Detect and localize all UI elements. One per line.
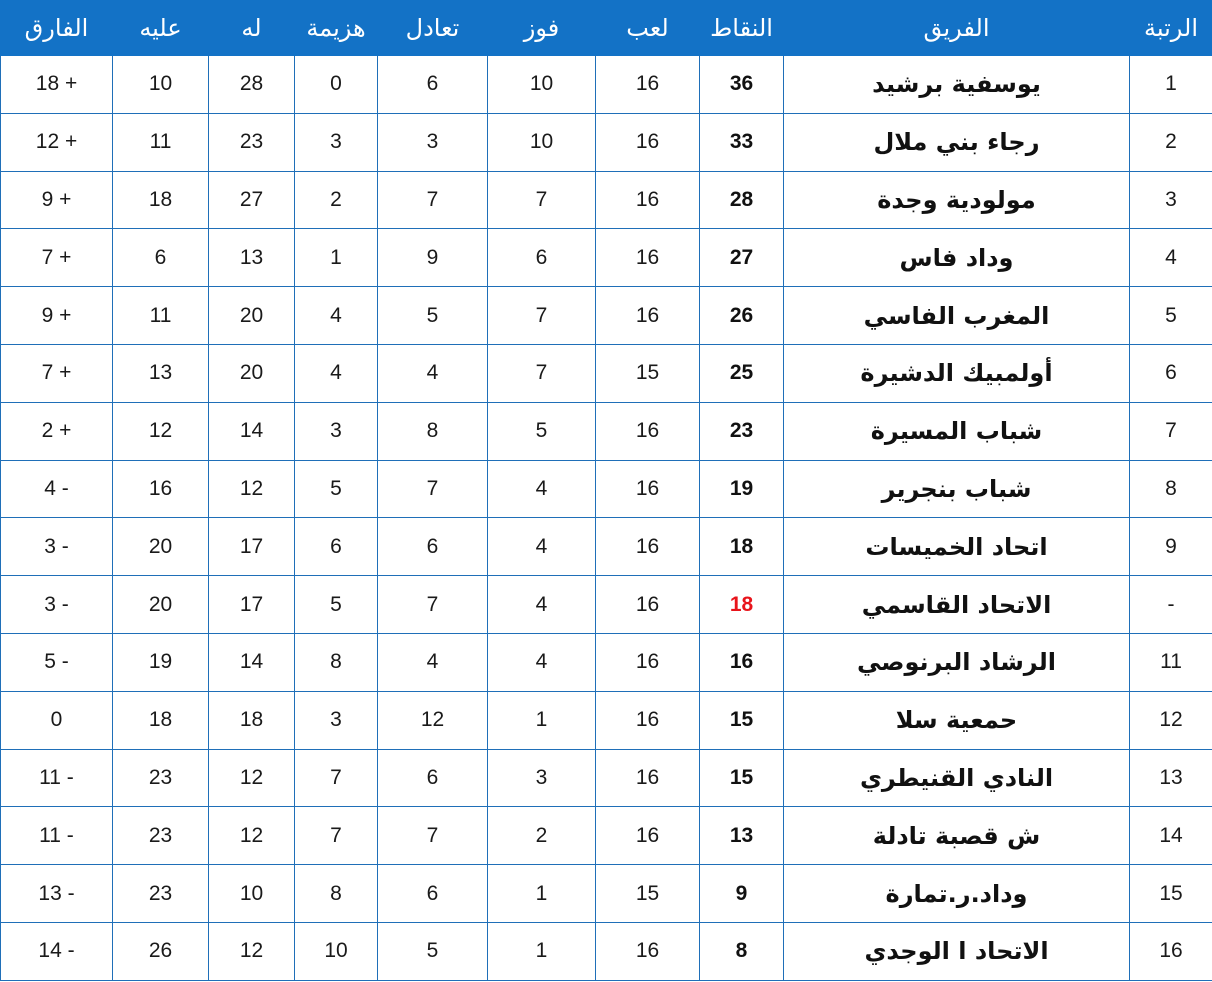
- won-cell: 7: [488, 344, 596, 402]
- header-goals-for: له: [209, 1, 295, 56]
- drawn-cell: 8: [378, 402, 488, 460]
- goal-difference-cell: 3 -: [1, 518, 113, 576]
- goals-for-cell: 20: [209, 287, 295, 345]
- header-lost: هزيمة: [295, 1, 378, 56]
- goal-difference-cell: 13 -: [1, 865, 113, 923]
- goals-against-cell: 20: [113, 576, 209, 634]
- played-cell: 16: [596, 56, 700, 114]
- drawn-cell: 4: [378, 344, 488, 402]
- table-row: [1, 922, 1212, 980]
- points-cell: 28: [700, 171, 784, 229]
- team-name-cell: يوسفية برشيد: [784, 56, 1130, 114]
- goal-difference-cell: 4 -: [1, 460, 113, 518]
- won-cell: 1: [488, 865, 596, 923]
- rank-cell: 14: [1130, 807, 1212, 865]
- played-cell: 16: [596, 691, 700, 749]
- played-cell: 16: [596, 287, 700, 345]
- goals-against-cell: 18: [113, 171, 209, 229]
- goal-difference-cell: 11 -: [1, 749, 113, 807]
- header-goal-difference: الفارق: [1, 1, 113, 56]
- header-drawn: تعادل: [378, 1, 488, 56]
- drawn-cell: 7: [378, 460, 488, 518]
- rank-cell: 2: [1130, 113, 1212, 171]
- goals-for-cell: 12: [209, 460, 295, 518]
- played-cell: 15: [596, 865, 700, 923]
- points-cell: 16: [700, 633, 784, 691]
- table-row: [1, 344, 1212, 402]
- header-row: [1, 1, 1212, 56]
- team-name-cell: النادي القنيطري: [784, 749, 1130, 807]
- lost-cell: 7: [295, 807, 378, 865]
- played-cell: 16: [596, 229, 700, 287]
- goals-for-cell: 10: [209, 865, 295, 923]
- rank-cell: 1: [1130, 56, 1212, 114]
- won-cell: 4: [488, 518, 596, 576]
- table-row: [1, 171, 1212, 229]
- played-cell: 16: [596, 576, 700, 634]
- goal-difference-cell: 7 +: [1, 344, 113, 402]
- rank-cell: 12: [1130, 691, 1212, 749]
- drawn-cell: 6: [378, 56, 488, 114]
- header-goals-against: عليه: [113, 1, 209, 56]
- goal-difference-cell: 11 -: [1, 807, 113, 865]
- rank-cell: -: [1130, 576, 1212, 634]
- points-cell: 15: [700, 691, 784, 749]
- drawn-cell: 6: [378, 749, 488, 807]
- goal-difference-cell: 18 +: [1, 56, 113, 114]
- header-points: النقاط: [700, 1, 784, 56]
- lost-cell: 0: [295, 56, 378, 114]
- goals-for-cell: 17: [209, 576, 295, 634]
- goal-difference-cell: 3 -: [1, 576, 113, 634]
- goals-for-cell: 28: [209, 56, 295, 114]
- lost-cell: 10: [295, 922, 378, 980]
- goal-difference-cell: 2 +: [1, 402, 113, 460]
- rank-cell: 13: [1130, 749, 1212, 807]
- rank-cell: 11: [1130, 633, 1212, 691]
- goals-against-cell: 16: [113, 460, 209, 518]
- played-cell: 16: [596, 402, 700, 460]
- rank-cell: 15: [1130, 865, 1212, 923]
- table-row: [1, 807, 1212, 865]
- goals-against-cell: 10: [113, 56, 209, 114]
- goals-for-cell: 18: [209, 691, 295, 749]
- team-name-cell: الاتحاد ا الوجدي: [784, 922, 1130, 980]
- table-row: [1, 749, 1212, 807]
- lost-cell: 4: [295, 344, 378, 402]
- goals-for-cell: 12: [209, 749, 295, 807]
- goals-against-cell: 11: [113, 113, 209, 171]
- drawn-cell: 12: [378, 691, 488, 749]
- header-rank: الرتبة: [1130, 1, 1212, 56]
- played-cell: 16: [596, 460, 700, 518]
- rank-cell: 5: [1130, 287, 1212, 345]
- lost-cell: 7: [295, 749, 378, 807]
- team-name-cell: رجاء بني ملال: [784, 113, 1130, 171]
- goals-against-cell: 13: [113, 344, 209, 402]
- goal-difference-cell: 9 +: [1, 287, 113, 345]
- goals-for-cell: 17: [209, 518, 295, 576]
- drawn-cell: 7: [378, 807, 488, 865]
- table-row: [1, 56, 1212, 114]
- team-name-cell: الرشاد البرنوصي: [784, 633, 1130, 691]
- lost-cell: 8: [295, 633, 378, 691]
- goals-against-cell: 26: [113, 922, 209, 980]
- points-cell: 18: [700, 576, 784, 634]
- won-cell: 4: [488, 576, 596, 634]
- points-cell: 9: [700, 865, 784, 923]
- table-row: [1, 518, 1212, 576]
- lost-cell: 3: [295, 113, 378, 171]
- rank-cell: 4: [1130, 229, 1212, 287]
- won-cell: 7: [488, 171, 596, 229]
- points-cell: 8: [700, 922, 784, 980]
- team-name-cell: وداد.ر.تمارة: [784, 865, 1130, 923]
- goals-against-cell: 6: [113, 229, 209, 287]
- lost-cell: 6: [295, 518, 378, 576]
- lost-cell: 4: [295, 287, 378, 345]
- team-name-cell: وداد فاس: [784, 229, 1130, 287]
- drawn-cell: 5: [378, 287, 488, 345]
- won-cell: 2: [488, 807, 596, 865]
- lost-cell: 1: [295, 229, 378, 287]
- won-cell: 3: [488, 749, 596, 807]
- played-cell: 16: [596, 113, 700, 171]
- rank-cell: 3: [1130, 171, 1212, 229]
- won-cell: 4: [488, 633, 596, 691]
- played-cell: 16: [596, 807, 700, 865]
- table-row: [1, 113, 1212, 171]
- goals-against-cell: 12: [113, 402, 209, 460]
- drawn-cell: 4: [378, 633, 488, 691]
- played-cell: 15: [596, 344, 700, 402]
- points-cell: 15: [700, 749, 784, 807]
- lost-cell: 8: [295, 865, 378, 923]
- goals-against-cell: 11: [113, 287, 209, 345]
- goals-for-cell: 12: [209, 922, 295, 980]
- drawn-cell: 3: [378, 113, 488, 171]
- points-cell: 25: [700, 344, 784, 402]
- rank-cell: 16: [1130, 922, 1212, 980]
- goals-for-cell: 12: [209, 807, 295, 865]
- table-row: [1, 402, 1212, 460]
- header-won: فوز: [488, 1, 596, 56]
- won-cell: 10: [488, 113, 596, 171]
- points-cell: 19: [700, 460, 784, 518]
- goal-difference-cell: 9 +: [1, 171, 113, 229]
- goal-difference-cell: 14 -: [1, 922, 113, 980]
- table-row: [1, 287, 1212, 345]
- drawn-cell: 6: [378, 865, 488, 923]
- points-cell: 23: [700, 402, 784, 460]
- played-cell: 16: [596, 749, 700, 807]
- drawn-cell: 7: [378, 576, 488, 634]
- points-cell: 33: [700, 113, 784, 171]
- points-cell: 36: [700, 56, 784, 114]
- played-cell: 16: [596, 171, 700, 229]
- drawn-cell: 7: [378, 171, 488, 229]
- standings-body: [1, 56, 1212, 981]
- goal-difference-cell: 5 -: [1, 633, 113, 691]
- team-name-cell: الاتحاد القاسمي: [784, 576, 1130, 634]
- goals-for-cell: 13: [209, 229, 295, 287]
- won-cell: 5: [488, 402, 596, 460]
- team-name-cell: المغرب الفاسي: [784, 287, 1130, 345]
- played-cell: 16: [596, 633, 700, 691]
- won-cell: 1: [488, 922, 596, 980]
- team-name-cell: مولودية وجدة: [784, 171, 1130, 229]
- rank-cell: 7: [1130, 402, 1212, 460]
- goals-against-cell: 18: [113, 691, 209, 749]
- team-name-cell: أولمبيك الدشيرة: [784, 344, 1130, 402]
- goal-difference-cell: 0: [1, 691, 113, 749]
- team-name-cell: شباب المسيرة: [784, 402, 1130, 460]
- points-cell: 13: [700, 807, 784, 865]
- lost-cell: 5: [295, 576, 378, 634]
- goals-for-cell: 23: [209, 113, 295, 171]
- rank-cell: 9: [1130, 518, 1212, 576]
- points-cell: 18: [700, 518, 784, 576]
- team-name-cell: شباب بنجرير: [784, 460, 1130, 518]
- won-cell: 1: [488, 691, 596, 749]
- goals-against-cell: 23: [113, 749, 209, 807]
- lost-cell: 5: [295, 460, 378, 518]
- goals-for-cell: 14: [209, 633, 295, 691]
- team-name-cell: اتحاد الخميسات: [784, 518, 1130, 576]
- header-team: الفريق: [784, 1, 1130, 56]
- points-cell: 26: [700, 287, 784, 345]
- table-row: [1, 633, 1212, 691]
- table-row: [1, 865, 1212, 923]
- table-row: [1, 460, 1212, 518]
- won-cell: 6: [488, 229, 596, 287]
- goal-difference-cell: 7 +: [1, 229, 113, 287]
- goals-against-cell: 19: [113, 633, 209, 691]
- lost-cell: 3: [295, 691, 378, 749]
- drawn-cell: 9: [378, 229, 488, 287]
- goal-difference-cell: 12 +: [1, 113, 113, 171]
- table-row: [1, 576, 1212, 634]
- goals-against-cell: 20: [113, 518, 209, 576]
- rank-cell: 8: [1130, 460, 1212, 518]
- lost-cell: 3: [295, 402, 378, 460]
- table-row: [1, 229, 1212, 287]
- won-cell: 4: [488, 460, 596, 518]
- won-cell: 10: [488, 56, 596, 114]
- team-name-cell: ش قصبة تادلة: [784, 807, 1130, 865]
- won-cell: 7: [488, 287, 596, 345]
- goals-for-cell: 27: [209, 171, 295, 229]
- drawn-cell: 5: [378, 922, 488, 980]
- rank-cell: 6: [1130, 344, 1212, 402]
- played-cell: 16: [596, 922, 700, 980]
- lost-cell: 2: [295, 171, 378, 229]
- table-row: [1, 691, 1212, 749]
- goals-for-cell: 14: [209, 402, 295, 460]
- drawn-cell: 6: [378, 518, 488, 576]
- played-cell: 16: [596, 518, 700, 576]
- goals-against-cell: 23: [113, 865, 209, 923]
- goals-for-cell: 20: [209, 344, 295, 402]
- team-name-cell: حمعية سلا: [784, 691, 1130, 749]
- points-cell: 27: [700, 229, 784, 287]
- goals-against-cell: 23: [113, 807, 209, 865]
- header-played: لعب: [596, 1, 700, 56]
